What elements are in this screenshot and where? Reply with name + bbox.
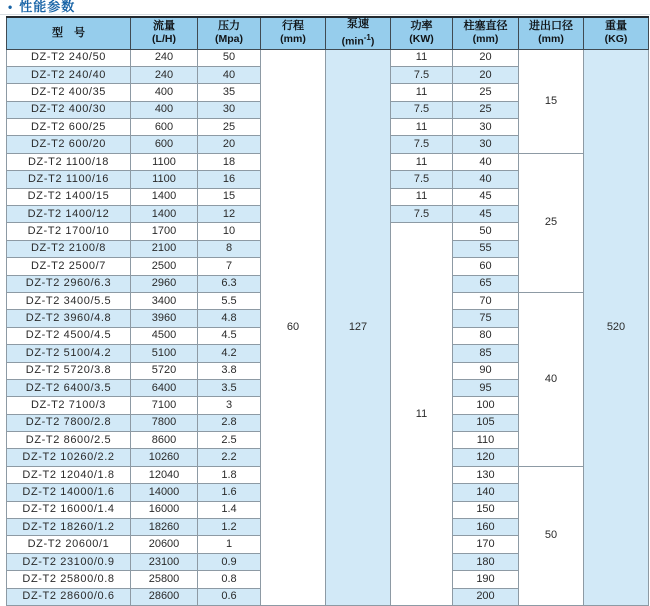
- flow-cell: 2500: [131, 258, 198, 275]
- flow-cell: 600: [131, 119, 198, 136]
- model-cell: DZ-T2 18260/1.2: [7, 519, 131, 536]
- flow-cell: 12040: [131, 466, 198, 483]
- header-line1: 柱塞直径: [463, 20, 508, 33]
- flow-cell: 10260: [131, 449, 198, 466]
- plunger-diameter-cell: 110: [453, 432, 519, 449]
- pressure-cell: 1.8: [198, 466, 261, 483]
- pressure-cell: 40: [198, 66, 261, 83]
- col-header-model: [7, 17, 131, 49]
- flow-cell: 28600: [131, 588, 198, 605]
- plunger-diameter-cell: 95: [453, 379, 519, 396]
- plunger-diameter-cell: 70: [453, 292, 519, 309]
- model-cell: DZ-T2 600/25: [7, 119, 131, 136]
- power-cell: 7.5: [391, 101, 453, 118]
- power-cell: 7.5: [391, 136, 453, 153]
- inlet-outlet-merged-cell: 40: [519, 292, 584, 466]
- col-header-pressure: [198, 17, 261, 49]
- table-body: [7, 49, 649, 606]
- power-cell: 11: [391, 84, 453, 101]
- pressure-cell: 1.6: [198, 484, 261, 501]
- pump-speed-merged-cell: 127: [326, 49, 391, 606]
- model-cell: DZ-T2 3400/5.5: [7, 292, 131, 309]
- header-line2: (Mpa): [215, 33, 243, 46]
- header-line1: 泵速: [347, 18, 369, 30]
- header-line1: 进出口径: [529, 20, 573, 33]
- col-header-speed: [326, 17, 391, 49]
- section-divider: [0, 14, 650, 15]
- plunger-diameter-cell: 150: [453, 501, 519, 518]
- header-row: [7, 17, 649, 49]
- plunger-diameter-cell: 40: [453, 171, 519, 188]
- plunger-diameter-cell: 45: [453, 206, 519, 223]
- pressure-cell: 3: [198, 397, 261, 414]
- plunger-diameter-cell: 55: [453, 240, 519, 257]
- model-cell: DZ-T2 5720/3.8: [7, 362, 131, 379]
- model-cell: DZ-T2 7800/2.8: [7, 414, 131, 431]
- flow-cell: 1400: [131, 188, 198, 205]
- model-cell: DZ-T2 240/40: [7, 66, 131, 83]
- model-cell: DZ-T2 1100/18: [7, 153, 131, 170]
- plunger-diameter-cell: 105: [453, 414, 519, 431]
- plunger-diameter-cell: 25: [453, 84, 519, 101]
- pressure-cell: 5.5: [198, 292, 261, 309]
- model-cell: DZ-T2 600/20: [7, 136, 131, 153]
- pressure-cell: 1.4: [198, 501, 261, 518]
- flow-cell: 2960: [131, 275, 198, 292]
- model-cell: DZ-T2 8600/2.5: [7, 432, 131, 449]
- plunger-diameter-cell: 60: [453, 258, 519, 275]
- model-cell: DZ-T2 1400/15: [7, 188, 131, 205]
- pressure-cell: 0.6: [198, 588, 261, 605]
- flow-cell: 25800: [131, 571, 198, 588]
- pressure-cell: 18: [198, 153, 261, 170]
- header-line2: (mm): [280, 33, 306, 46]
- plunger-diameter-cell: 180: [453, 553, 519, 570]
- plunger-diameter-cell: 90: [453, 362, 519, 379]
- table-header: [7, 17, 649, 49]
- header-line2: (KG): [604, 33, 628, 46]
- pressure-cell: 12: [198, 206, 261, 223]
- model-cell: DZ-T2 2100/8: [7, 240, 131, 257]
- header-line1: 型 号: [52, 26, 85, 39]
- model-cell: DZ-T2 400/30: [7, 101, 131, 118]
- header-line2: (L/H): [152, 33, 176, 46]
- pressure-cell: 16: [198, 171, 261, 188]
- pressure-cell: 0.8: [198, 571, 261, 588]
- flow-cell: 3400: [131, 292, 198, 309]
- pressure-cell: 4.2: [198, 345, 261, 362]
- flow-cell: 8600: [131, 432, 198, 449]
- model-cell: DZ-T2 240/50: [7, 49, 131, 66]
- inlet-outlet-merged-cell: 15: [519, 49, 584, 153]
- header-line1: 功率: [410, 20, 433, 33]
- model-cell: DZ-T2 20600/1: [7, 536, 131, 553]
- plunger-diameter-cell: 130: [453, 466, 519, 483]
- flow-cell: 400: [131, 84, 198, 101]
- pressure-cell: 2.2: [198, 449, 261, 466]
- header-line2: (mm): [472, 33, 499, 46]
- header-line2: $(\min^{-1})$: [341, 33, 375, 48]
- plunger-diameter-cell: 75: [453, 310, 519, 327]
- plunger-diameter-cell: 200: [453, 588, 519, 605]
- flow-cell: 1100: [131, 171, 198, 188]
- model-cell: DZ-T2 16000/1.4: [7, 501, 131, 518]
- header-line2: (mm): [538, 33, 564, 46]
- col-header-inlet: [519, 17, 584, 49]
- plunger-diameter-cell: 170: [453, 536, 519, 553]
- pressure-cell: 4.5: [198, 327, 261, 344]
- plunger-diameter-cell: 20: [453, 66, 519, 83]
- inlet-outlet-merged-cell: 25: [519, 153, 584, 292]
- flow-cell: 2100: [131, 240, 198, 257]
- inlet-outlet-merged-cell: 50: [519, 466, 584, 605]
- page-title: [8, 0, 75, 14]
- pressure-cell: 30: [198, 101, 261, 118]
- pressure-cell: 3.5: [198, 379, 261, 396]
- model-cell: DZ-T2 1700/10: [7, 223, 131, 240]
- pressure-cell: 2.8: [198, 414, 261, 431]
- flow-cell: 3960: [131, 310, 198, 327]
- pressure-cell: 1: [198, 536, 261, 553]
- plunger-diameter-cell: 65: [453, 275, 519, 292]
- header-line1: 压力: [218, 20, 240, 33]
- col-header-flow: [131, 17, 198, 49]
- pressure-cell: 50: [198, 49, 261, 66]
- header-line1: 行程: [282, 20, 304, 33]
- flow-cell: 1100: [131, 153, 198, 170]
- col-header-plunger: [453, 17, 519, 49]
- table-row: [7, 49, 649, 66]
- model-cell: DZ-T2 2960/6.3: [7, 275, 131, 292]
- header-line1: 流量: [153, 20, 175, 33]
- flow-cell: 4500: [131, 327, 198, 344]
- power-cell: 7.5: [391, 66, 453, 83]
- model-cell: DZ-T2 4500/4.5: [7, 327, 131, 344]
- power-merged-cell: 11: [391, 223, 453, 606]
- flow-cell: 7100: [131, 397, 198, 414]
- model-cell: DZ-T2 7100/3: [7, 397, 131, 414]
- flow-cell: 14000: [131, 484, 198, 501]
- model-cell: DZ-T2 400/35: [7, 84, 131, 101]
- pressure-cell: 25: [198, 119, 261, 136]
- model-cell: DZ-T2 6400/3.5: [7, 379, 131, 396]
- plunger-diameter-cell: 30: [453, 119, 519, 136]
- power-cell: 11: [391, 49, 453, 66]
- performance-table: [6, 16, 649, 606]
- plunger-diameter-cell: 40: [453, 153, 519, 170]
- flow-cell: 600: [131, 136, 198, 153]
- pressure-cell: 2.5: [198, 432, 261, 449]
- model-cell: DZ-T2 14000/1.6: [7, 484, 131, 501]
- header-line1: 重量: [605, 20, 627, 33]
- plunger-diameter-cell: 20: [453, 49, 519, 66]
- pressure-cell: 4.8: [198, 310, 261, 327]
- header-line2: (KW): [409, 33, 434, 46]
- plunger-diameter-cell: 190: [453, 571, 519, 588]
- pressure-cell: 15: [198, 188, 261, 205]
- pressure-cell: 35: [198, 84, 261, 101]
- model-cell: DZ-T2 10260/2.2: [7, 449, 131, 466]
- flow-cell: 240: [131, 49, 198, 66]
- power-cell: 11: [391, 188, 453, 205]
- bullet-icon: •: [8, 0, 13, 14]
- model-cell: DZ-T2 1100/16: [7, 171, 131, 188]
- page-title-text: 性能参数: [19, 0, 76, 14]
- pressure-cell: 7: [198, 258, 261, 275]
- flow-cell: 1700: [131, 223, 198, 240]
- model-cell: DZ-T2 3960/4.8: [7, 310, 131, 327]
- plunger-diameter-cell: 45: [453, 188, 519, 205]
- pressure-cell: 3.8: [198, 362, 261, 379]
- flow-cell: 5720: [131, 362, 198, 379]
- model-cell: DZ-T2 12040/1.8: [7, 466, 131, 483]
- flow-cell: 16000: [131, 501, 198, 518]
- pressure-cell: 10: [198, 223, 261, 240]
- model-cell: DZ-T2 2500/7: [7, 258, 131, 275]
- power-cell: 7.5: [391, 206, 453, 223]
- model-cell: DZ-T2 28600/0.6: [7, 588, 131, 605]
- pressure-cell: 8: [198, 240, 261, 257]
- plunger-diameter-cell: 120: [453, 449, 519, 466]
- flow-cell: 1400: [131, 206, 198, 223]
- weight-merged-cell: 520: [584, 49, 649, 606]
- plunger-diameter-cell: 50: [453, 223, 519, 240]
- plunger-diameter-cell: 30: [453, 136, 519, 153]
- flow-cell: 7800: [131, 414, 198, 431]
- plunger-diameter-cell: 85: [453, 345, 519, 362]
- model-cell: DZ-T2 23100/0.9: [7, 553, 131, 570]
- model-cell: DZ-T2 25800/0.8: [7, 571, 131, 588]
- plunger-diameter-cell: 140: [453, 484, 519, 501]
- model-cell: DZ-T2 1400/12: [7, 206, 131, 223]
- flow-cell: 240: [131, 66, 198, 83]
- flow-cell: 400: [131, 101, 198, 118]
- flow-cell: 18260: [131, 519, 198, 536]
- plunger-diameter-cell: 80: [453, 327, 519, 344]
- flow-cell: 6400: [131, 379, 198, 396]
- col-header-power: [391, 17, 453, 49]
- col-header-stroke: [261, 17, 326, 49]
- pressure-cell: 1.2: [198, 519, 261, 536]
- stroke-merged-cell: 60: [261, 49, 326, 606]
- pressure-cell: 6.3: [198, 275, 261, 292]
- flow-cell: 20600: [131, 536, 198, 553]
- plunger-diameter-cell: 160: [453, 519, 519, 536]
- model-cell: DZ-T2 5100/4.2: [7, 345, 131, 362]
- pressure-cell: 20: [198, 136, 261, 153]
- power-cell: 11: [391, 119, 453, 136]
- col-header-weight: [584, 17, 649, 49]
- power-cell: 7.5: [391, 171, 453, 188]
- flow-cell: 5100: [131, 345, 198, 362]
- flow-cell: 23100: [131, 553, 198, 570]
- plunger-diameter-cell: 100: [453, 397, 519, 414]
- pressure-cell: 0.9: [198, 553, 261, 570]
- plunger-diameter-cell: 25: [453, 101, 519, 118]
- power-cell: 11: [391, 153, 453, 170]
